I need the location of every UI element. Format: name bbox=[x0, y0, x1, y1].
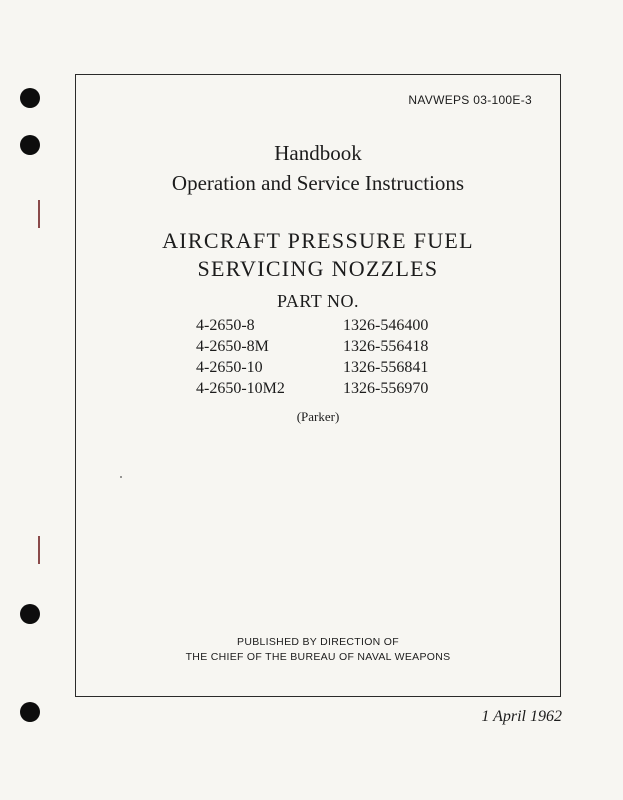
margin-mark-lower bbox=[38, 536, 40, 564]
document-subtitle: Operation and Service Instructions bbox=[171, 171, 465, 195]
stock-number: 1326-546400 bbox=[343, 317, 429, 334]
publisher-line-2: THE CHIEF OF THE BUREAU OF NAVAL WEAPONS bbox=[185, 651, 451, 663]
table-row bbox=[196, 359, 428, 380]
part-number: 4-2650-8M bbox=[196, 338, 269, 355]
publisher-notice bbox=[76, 635, 560, 665]
part-number: 4-2650-10M2 bbox=[196, 380, 285, 397]
punch-hole-bottom bbox=[20, 702, 40, 722]
title-line-2: SERVICING NOZZLES bbox=[197, 256, 439, 281]
stock-number: 1326-556970 bbox=[343, 380, 429, 397]
publisher-line-1: PUBLISHED BY DIRECTION OF bbox=[237, 636, 399, 648]
part-number: 4-2650-8 bbox=[196, 317, 255, 334]
document-title bbox=[76, 227, 560, 283]
handbook-heading: Handbook bbox=[274, 141, 362, 165]
stock-number: 1326-556418 bbox=[343, 338, 429, 355]
part-number-heading: PART NO. bbox=[277, 291, 359, 311]
part-number: 4-2650-10 bbox=[196, 359, 263, 376]
punch-hole-upper-middle bbox=[20, 135, 40, 155]
table-row bbox=[196, 380, 428, 401]
cover-frame bbox=[75, 74, 561, 697]
table-row bbox=[196, 338, 428, 359]
margin-mark-upper bbox=[38, 200, 40, 228]
title-line-1: AIRCRAFT PRESSURE FUEL bbox=[162, 228, 474, 253]
punch-hole-lower-middle bbox=[20, 604, 40, 624]
manufacturer-label: (Parker) bbox=[296, 409, 340, 424]
punch-hole-top bbox=[20, 88, 40, 108]
table-row bbox=[196, 317, 428, 338]
document-number: NAVWEPS 03-100E-3 bbox=[408, 93, 532, 107]
stock-number: 1326-556841 bbox=[343, 359, 429, 376]
publication-date: 1 April 1962 bbox=[481, 708, 562, 725]
part-number-table bbox=[196, 317, 428, 401]
